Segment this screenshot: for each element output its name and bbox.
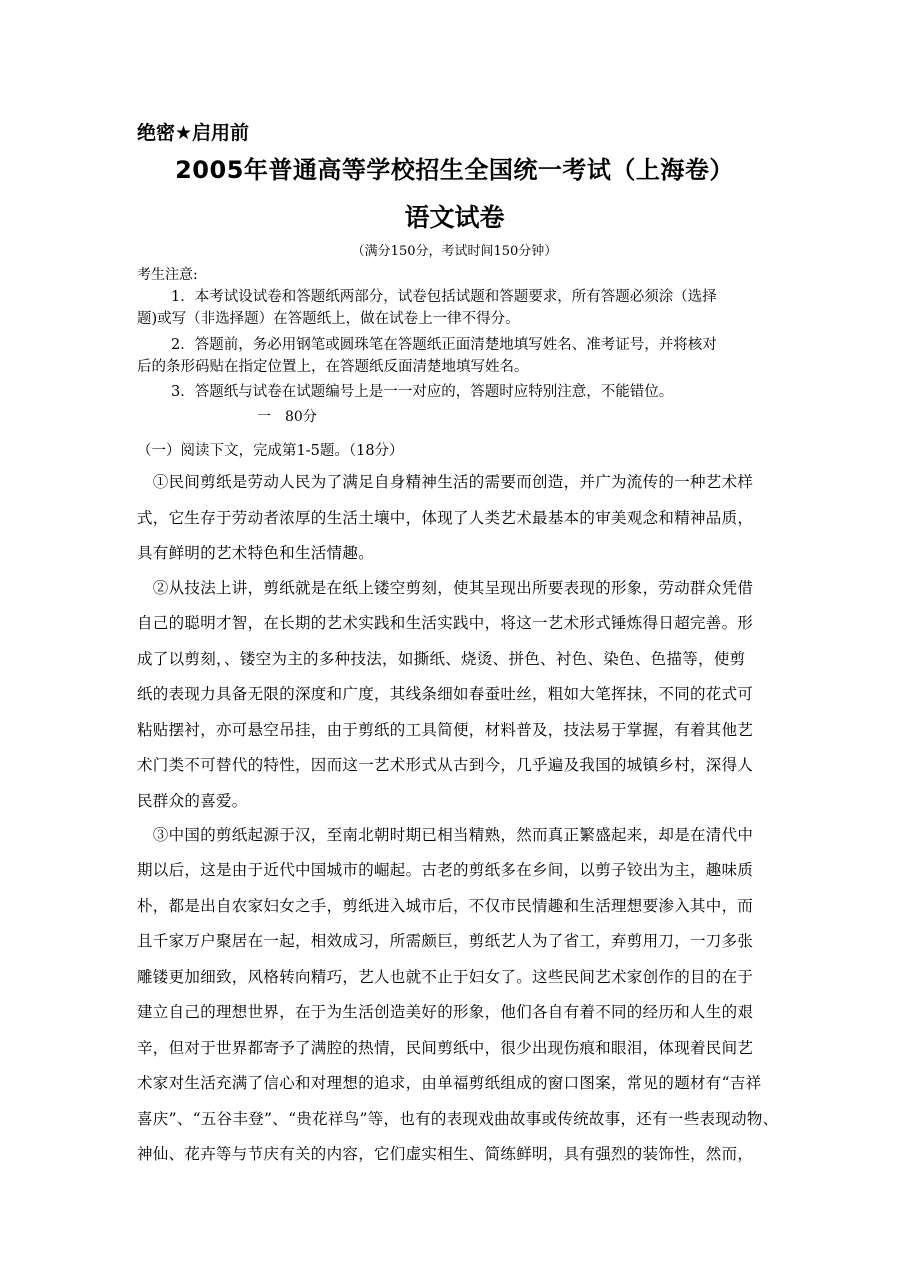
passage-line: 雕镂更加细致，风格转向精巧，艺人也就不止于妇女了。这些民间艺术家创作的目的在于 [137,968,754,986]
passage-line: 式，它生存于劳动者浓厚的生活土壤中，体现了人类艺术最基本的审美观念和精神品质， [137,509,754,527]
passage-line: 具有鲜明的艺术特色和生活情趣。 [137,544,375,562]
notice-item-1-line-2: 题)或写（非选择题）在答题纸上，做在试卷上一律不得分。 [137,311,520,327]
notice-item-2 [137,334,777,378]
notice-heading: 考生注意: [137,267,198,283]
score-time-note: （满分150分，考试时间150分钟） [351,244,558,259]
notice-item-3 [137,381,777,403]
part-one-heading: （一）阅读下文，完成第1-5题。（18分） [137,443,404,459]
passage-line: 自己的聪明才智，在长期的艺术实践和生活实践中，将这一艺术形式锤炼得日超完善。形 [137,614,754,632]
passage-line: 成了以剪刻，、镂空为主的多种技法，如撕纸、烧烫、拼色、衬色、染色、色描等，使剪 [137,650,746,668]
exam-title: 2005年普通高等学校招生全国统一考试（上海卷） [175,156,734,184]
passage-line: 朴，都是出自农家妇女之手，剪纸进入城市后，不仅市民情趣和生活理想要渗入其中，而 [137,897,754,915]
passage-line: 建立自己的理想世界，在于为生活创造美好的形象，他们各自有着不同的经历和人生的艰 [137,1003,754,1021]
secret-mark: 绝密★启用前 [137,122,250,144]
subject-title: 语文试卷 [404,203,505,232]
passage-line: 粘贴摆衬，亦可悬空吊挂，由于剪纸的工具简便，材料普及，技法易于掌握，有着其他艺 [137,721,754,739]
passage-line: ②从技法上讲，剪纸就是在纸上镂空剪刻，使其呈现出所要表现的形象，劳动群众凭借 [137,579,754,597]
passage-line: 喜庆”、“五谷丰登”、“贵花祥鸟”等，也有的表现戏曲故事或传统故事，还有一些表现动物、 [137,1110,779,1128]
section-one-label: 一 80分 [257,409,317,425]
passage-line: 纸的表现力具备无限的深度和广度，其线条细如春蚕吐丝，粗如大笔挥抹，不同的花式可 [137,685,754,703]
notice-item-2-line-2: 后的条形码贴在指定位置上，在答题纸反面清楚地填写姓名。 [137,359,529,375]
passage-line: ③中国的剪纸起源于汉，至南北朝时期已相当精熟，然而真正繁盛起来，却是在清代中 [137,826,754,844]
passage-line: 且千家万户聚居在一起，相效成习，所需颇巨，剪纸艺人为了省工，弃剪用刀，一刀多张 [137,932,754,950]
passage-line: 神仙、花卉等与节庆有关的内容，它们虚实相生、简练鲜明，具有强烈的装饰性，然而， [137,1145,754,1163]
passage-line: ①民间剪纸是劳动人民为了满足自身精神生活的需要而创造，并广为流传的一种艺术样 [137,473,754,491]
notice-item-3-line-1: 3．答题纸与试卷在试题编号上是一一对应的，答题时应特别注意，不能错位。 [171,384,674,400]
notice-item-1-line-1: 1．本考试设试卷和答题纸两部分，试卷包括试题和答题要求，所有答题必须涂（选择 [171,289,717,305]
notice-item-1 [137,286,777,330]
passage-line: 术家对生活充满了信心和对理想的追求，由单福剪纸组成的窗口图案，常见的题材有“吉祥 [137,1074,762,1092]
passage-line: 辛，但对于世界都寄予了满腔的热情，民间剪纸中，很少出现伤痕和眼泪，体现着民间艺 [137,1039,754,1057]
passage-line: 术门类不可替代的特性，因而这一艺术形式从古到今，几乎遍及我国的城镇乡村，深得人 [137,756,754,774]
passage-line: 民群众的喜爱。 [137,792,248,810]
passage-line: 期以后，这是由于近代中国城市的崛起。古老的剪纸多在乡间，以剪子铰出为主，趣味质 [137,861,754,879]
notice-item-2-line-1: 2．答题前，务必用钢笔或圆珠笔在答题纸正面清楚地填写姓名、准考证号，并将核对 [171,337,717,353]
